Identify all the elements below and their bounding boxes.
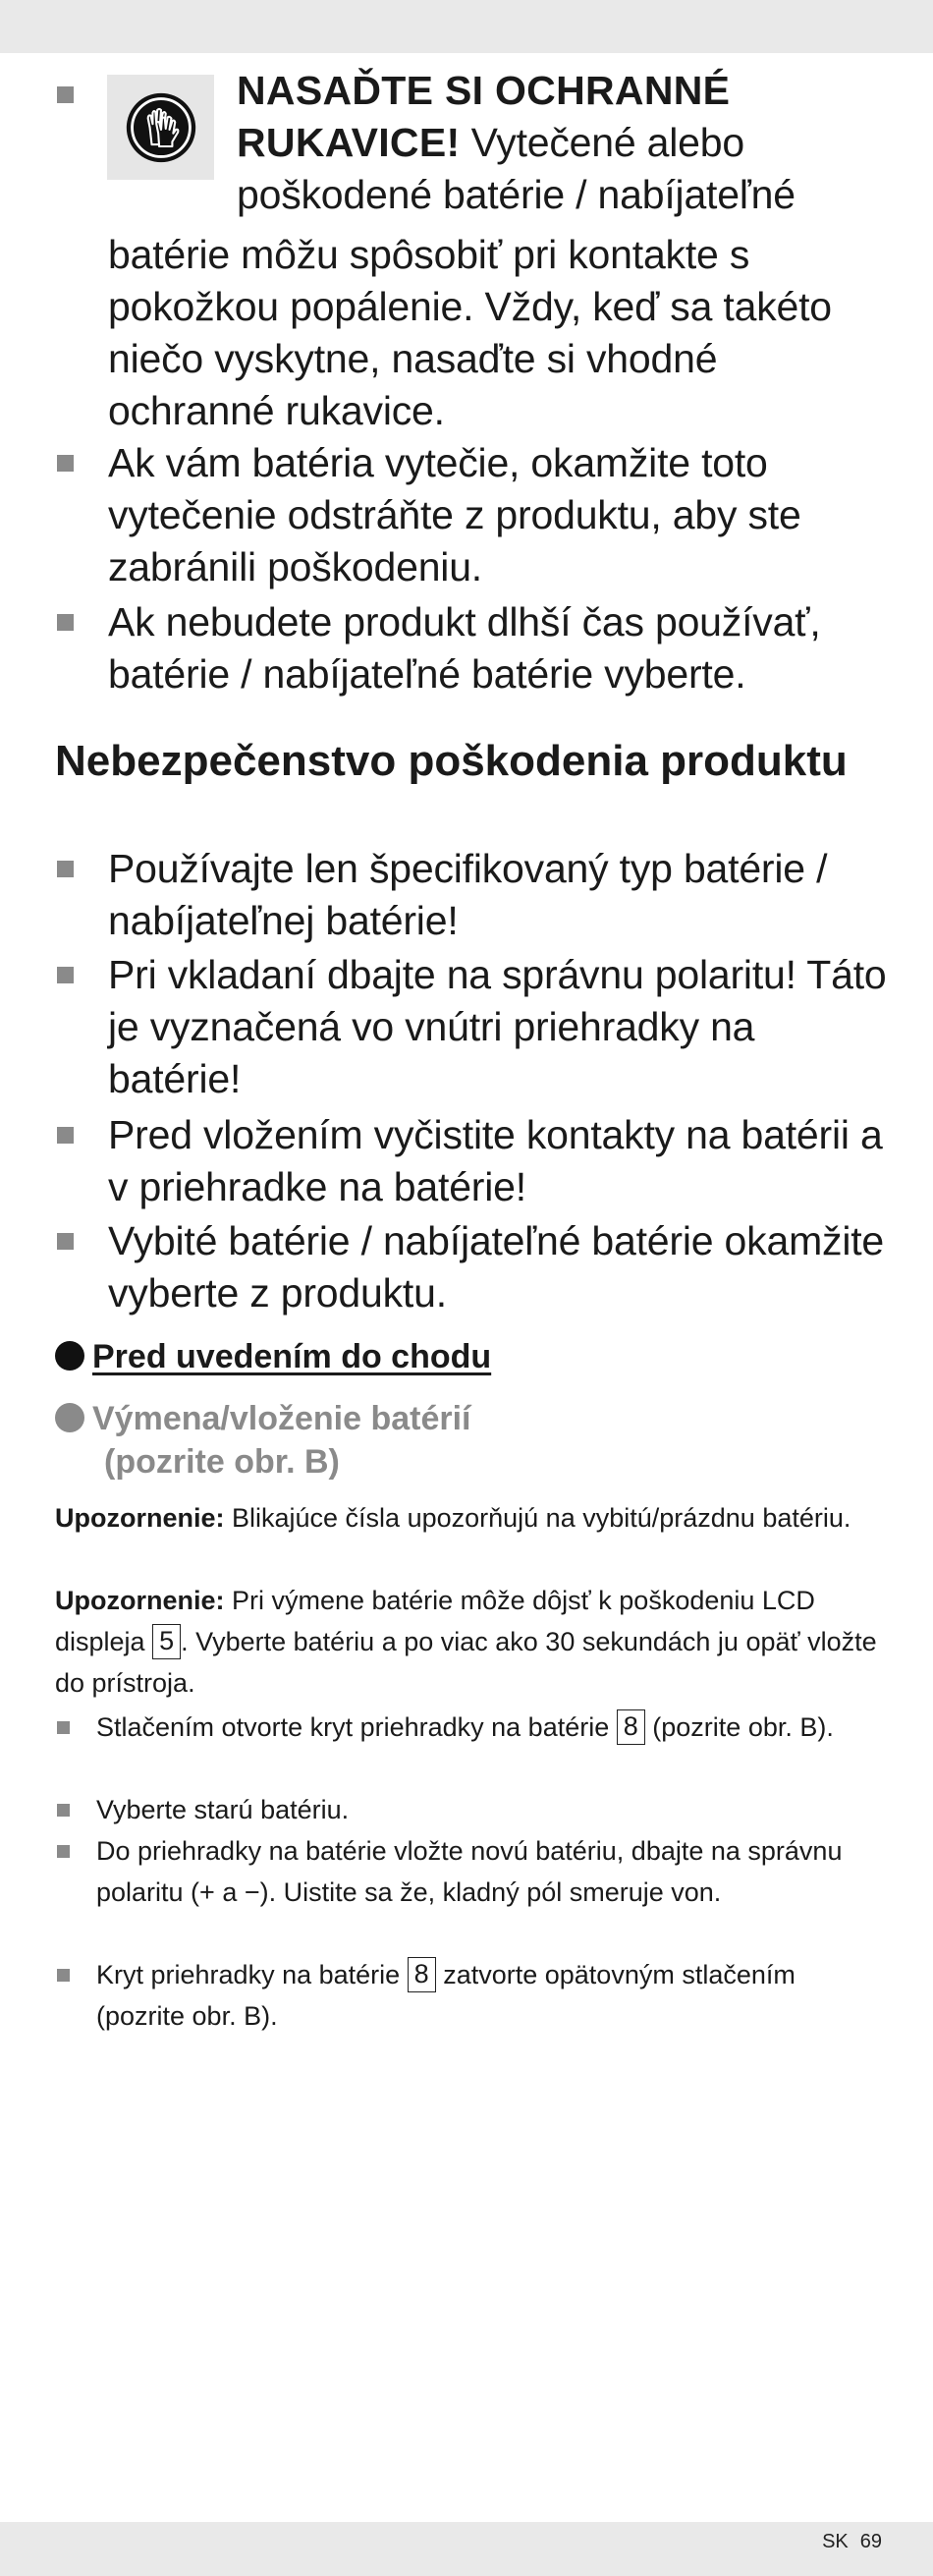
list-item: Pred vložením vyčistite kontakty na batérii a v priehradke na batérie! xyxy=(57,1109,892,1213)
bullet-square xyxy=(57,861,74,877)
footer-language: SK xyxy=(822,2531,849,2552)
bullet-square xyxy=(57,1233,74,1250)
bullet-square xyxy=(57,1804,70,1817)
list-item: Ak vám batéria vytečie, okamžite toto vytečenie odstráňte z produktu, aby ste zabránili poškodeniu. xyxy=(57,437,892,593)
warning-heading xyxy=(237,65,905,221)
bullet-square xyxy=(57,1721,70,1734)
reference-number: 8 xyxy=(617,1709,645,1745)
bullet-square xyxy=(57,455,74,472)
list-item: Do priehradky na batérie vložte novú batériu, dbajte na správnu polaritu (+ a −). Uistite sa že, kladný pól smeruje von. xyxy=(55,1830,890,1913)
bullet-dot xyxy=(55,1403,84,1432)
list-item: Vybité batérie / nabíjateľné batérie okamžite vyberte z produktu. xyxy=(57,1215,892,1319)
top-band xyxy=(0,0,933,53)
reference-number: 5 xyxy=(152,1624,181,1659)
bottom-band xyxy=(0,2522,933,2576)
list-item: Používajte len špecifikovaný typ batérie / nabíjateľnej batérie! xyxy=(57,843,892,947)
warning-text: batérie môžu spôsobiť pri kontakte s pokožkou popálenie. Vždy, keď sa takéto niečo vyskytne, nasaďte si vhodné ochranné rukavice. xyxy=(108,232,832,433)
warning-heading-line2: RUKAVICE! xyxy=(237,120,461,165)
warning-text-tail: Vytečené alebo xyxy=(460,120,744,165)
warning-heading-line1: NASAĎTE SI OCHRANNÉ xyxy=(237,68,731,113)
reference-number: 8 xyxy=(408,1957,436,1992)
bullet-dot xyxy=(55,1341,84,1371)
note: Upozornenie: Blikajúce čísla upozorňujú na vybitú/prázdnu batériu. xyxy=(55,1503,851,1533)
section-title-battery-replace: Výmena/vloženie batérií (pozrite obr. B) xyxy=(55,1397,471,1484)
bullet-square xyxy=(57,86,74,103)
list-item: Pri vkladaní dbajte na správnu polaritu! Táto je vyznačená vo vnútri priehradky na batérie! xyxy=(57,949,892,1105)
bullet-square xyxy=(57,967,74,983)
bullet-square xyxy=(57,614,74,631)
list-item: Stlačením otvorte kryt priehradky na batérie 8 (pozrite obr. B). xyxy=(55,1707,890,1748)
bullet-square xyxy=(57,1127,74,1144)
list-item: Vyberte starú batériu. xyxy=(55,1789,890,1830)
protective-gloves-icon xyxy=(107,75,214,180)
warning-text-line3: poškodené batérie / nabíjateľné xyxy=(237,172,796,217)
list-item: Ak nebudete produkt dlhší čas používať, batérie / nabíjateľné batérie vyberte. xyxy=(57,596,892,700)
note: Upozornenie: Pri výmene batérie môže dôjsť k poškodeniu LCD displeja 5 . Vyberte batériu a po viac ako 30 sekundách ju opäť vložte do prístroja. xyxy=(55,1586,877,1698)
damage-heading: Nebezpečenstvo poškodenia produktu xyxy=(55,737,848,785)
footer-page-number: 69 xyxy=(859,2531,882,2552)
bullet-square xyxy=(57,1969,70,1982)
section-title-before-use: Pred uvedením do chodu xyxy=(55,1335,491,1378)
bullet-square xyxy=(57,1845,70,1858)
list-item: Kryt priehradky na batérie 8 zatvorte opätovným stlačením (pozrite obr. B). xyxy=(55,1954,890,2037)
page-footer xyxy=(810,2527,882,2556)
